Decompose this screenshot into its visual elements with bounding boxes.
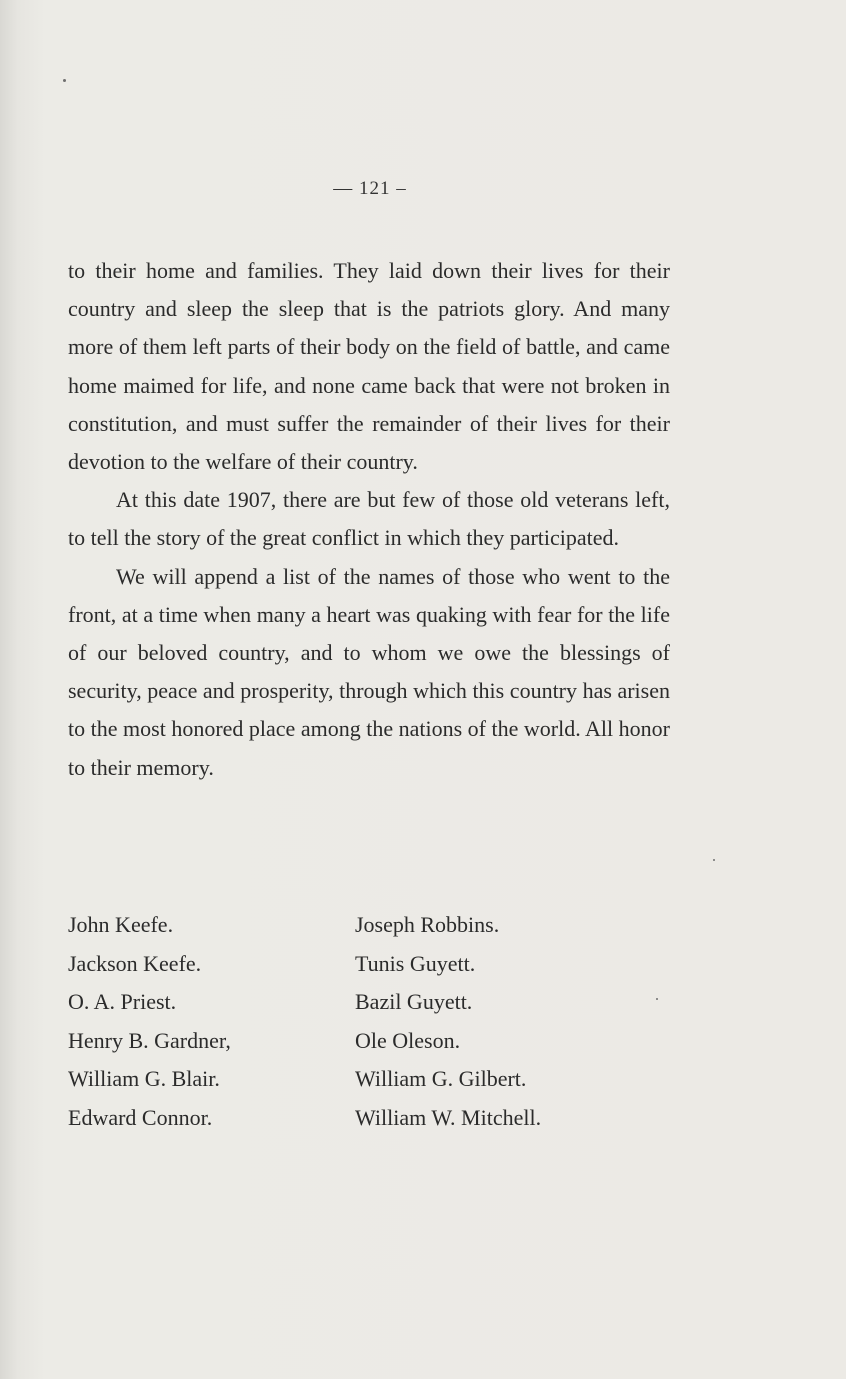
name-left-6: Edward Connor. <box>68 1104 213 1130</box>
name-left-1: John Keefe. <box>68 912 174 937</box>
name-left-4: Henry B. Gardner, <box>68 1027 231 1053</box>
name-left-3: O. A. Priest. <box>68 989 177 1015</box>
paragraph-veterans: At this date 1907, there are but few of those old veterans left, to tell the story of the great conflict in which they participated. <box>68 487 670 551</box>
name-right-2: Tunis Guyett. <box>355 950 476 976</box>
paragraph-continued: to their home and families. They laid down their lives for their country and sleep the sleep that is the patriots glory. And many more of them left parts of their body on the field of battle, and came home maimed for life, and none came back that were not broken in constitution, and must suffer the remainder of their lives for their devotion to the welfare of their country. <box>68 258 670 475</box>
name-left-2: Jackson Keefe. <box>68 950 202 976</box>
body-text <box>68 252 670 787</box>
page-speck <box>63 79 66 82</box>
name-left-5: William G. Blair. <box>68 1066 220 1092</box>
page-number: — 121 – <box>333 178 407 199</box>
names-list <box>68 906 628 1138</box>
page-speck <box>713 859 715 861</box>
name-right-6: William W. Mitchell. <box>355 1104 542 1130</box>
name-right-5: William G. Gilbert. <box>355 1066 527 1092</box>
paragraph-list-intro: We will append a list of the names of those who went to the front, at a time when many a heart was quaking with fear for the life of our beloved country, and to whom we owe the blessings of security, peace and prosperity, through which this country has arisen to the most honored place among the nations of the world. All honor to their memory. <box>68 563 670 780</box>
name-right-4: Ole Oleson. <box>355 1027 461 1053</box>
name-right-1: Joseph Robbins. <box>355 912 500 937</box>
name-right-3: Bazil Guyett. <box>355 989 473 1015</box>
page-speck <box>656 998 658 1000</box>
